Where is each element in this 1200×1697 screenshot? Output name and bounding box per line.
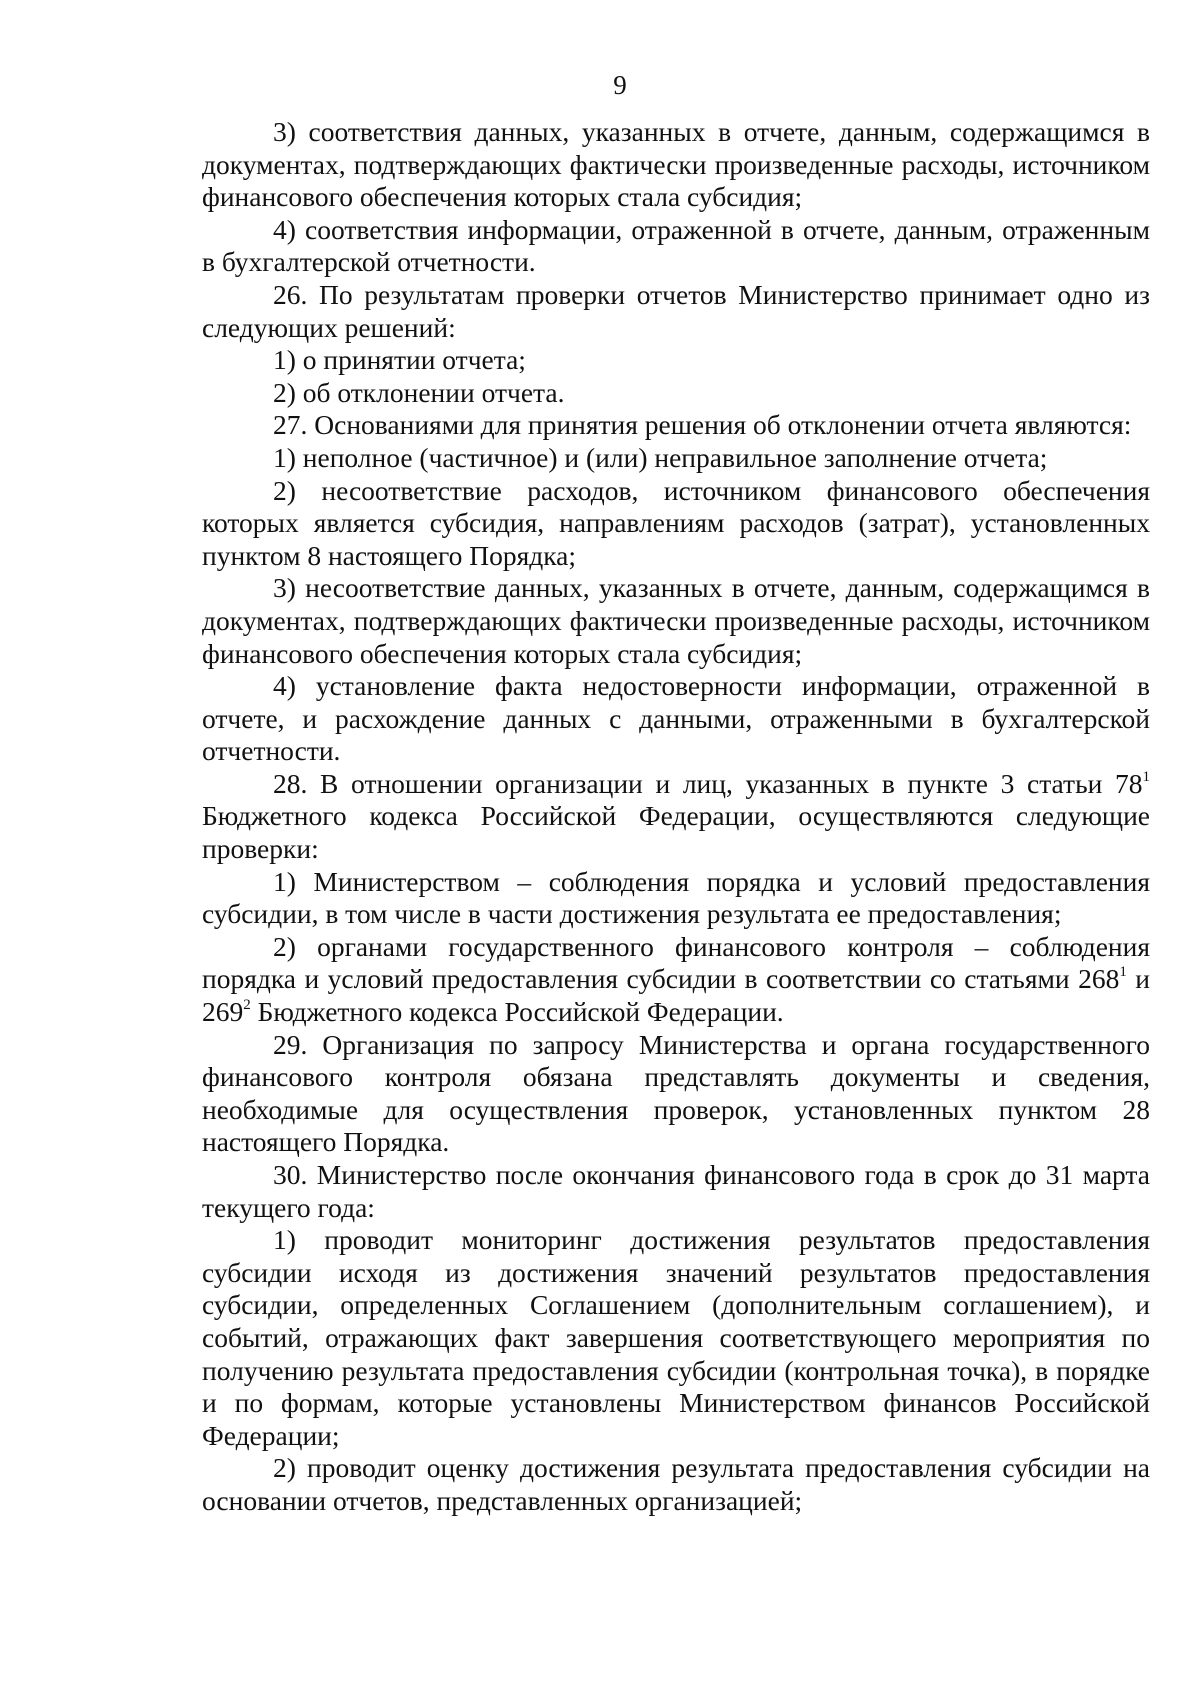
paragraph-30-2: 2) проводит оценку достижения результата предоставления субсидии на основании отчетов, представленных организацией; xyxy=(202,1452,1150,1516)
paragraph-28 xyxy=(202,768,1150,866)
paragraph-28-text-a: 28. В отношении организации и лиц, указанных в пункте 3 статьи 78 xyxy=(273,767,1143,799)
paragraph-27-3: 3) несоответствие данных, указанных в отчете, данным, содержащимся в документах, подтверждающих фактически произведенные расходы, источником финансового обеспечения которых стала субсидия; xyxy=(202,572,1150,669)
paragraph-26-2: 2) об отклонении отчета. xyxy=(273,376,565,408)
superscript-78-1: 1 xyxy=(1142,768,1150,785)
paragraph-28-2 xyxy=(202,931,1150,1029)
paragraph-26-1: 1) о принятии отчета; xyxy=(273,344,526,376)
paragraph-27: 27. Основаниями для принятия решения об отклонении отчета являются: xyxy=(273,409,1132,441)
paragraph-27-1: 1) неполное (частичное) и (или) неправильное заполнение отчета; xyxy=(273,441,1048,473)
document-body xyxy=(202,116,1150,1518)
paragraph-28-text-b: Бюджетного кодекса Российской Федерации, осуществляются следующие проверки: xyxy=(202,800,1150,865)
paragraph-25-4: 4) соответствия информации, отраженной в отчете, данным, отраженным в бухгалтерской отчетности. xyxy=(202,213,1150,278)
paragraph-28-2-text-a: 2) органами государственного финансового контроля – соблюдения порядка и условий предоставления субсидии в соответствии со статьями 268 xyxy=(202,930,1150,995)
paragraph-29: 29. Организация по запросу Министерства и органа государственного финансового контроля обязана представлять документы и сведения, необходимые для осуществления проверок, установленных пунктом 28 настоящего Порядка. xyxy=(202,1028,1150,1158)
paragraph-30: 30. Министерство после окончания финансового года в срок до 31 марта текущего года: xyxy=(202,1159,1150,1223)
paragraph-28-2-text-b: и 269 xyxy=(202,963,1150,1028)
page-number: 9 xyxy=(613,70,627,100)
paragraph-28-2-text-c: Бюджетного кодекса Российской Федерации. xyxy=(250,996,784,1028)
paragraph-27-4: 4) установление факта недостоверности информации, отраженной в отчете, и расхождение данных с данными, отраженными в бухгалтерской отчетности. xyxy=(202,670,1150,767)
superscript-269-2: 2 xyxy=(243,996,251,1013)
paragraph-30-1: 1) проводит мониторинг достижения результатов предоставления субсидии исходя из достижения значений результатов предоставления субсидии, определенных Соглашением (дополнительным соглашением), и событий, отражающих факт завершения соответствующего мероприятия по получению результата предоставления субсидии (контрольная точка), в порядке и по формам, которые установлены Министерством финансов Российской Федерации; xyxy=(202,1224,1150,1451)
paragraph-27-2: 2) несоответствие расходов, источником финансового обеспечения которых является субсидия, направлениям расходов (затрат), установленных пунктом 8 настоящего Порядка; xyxy=(202,474,1150,571)
paragraph-28-1: 1) Министерством – соблюдения порядка и условий предоставления субсидии, в том числе в части достижения результата ее предоставления; xyxy=(202,865,1150,930)
paragraph-26: 26. По результатам проверки отчетов Министерство принимает одно из следующих решений: xyxy=(202,278,1150,343)
paragraph-25-3: 3) соответствия данных, указанных в отчете, данным, содержащимся в документах, подтверждающих фактически произведенные расходы, источником финансового обеспечения которых стала субсидия; xyxy=(202,116,1150,213)
superscript-268-1: 1 xyxy=(1119,964,1127,981)
